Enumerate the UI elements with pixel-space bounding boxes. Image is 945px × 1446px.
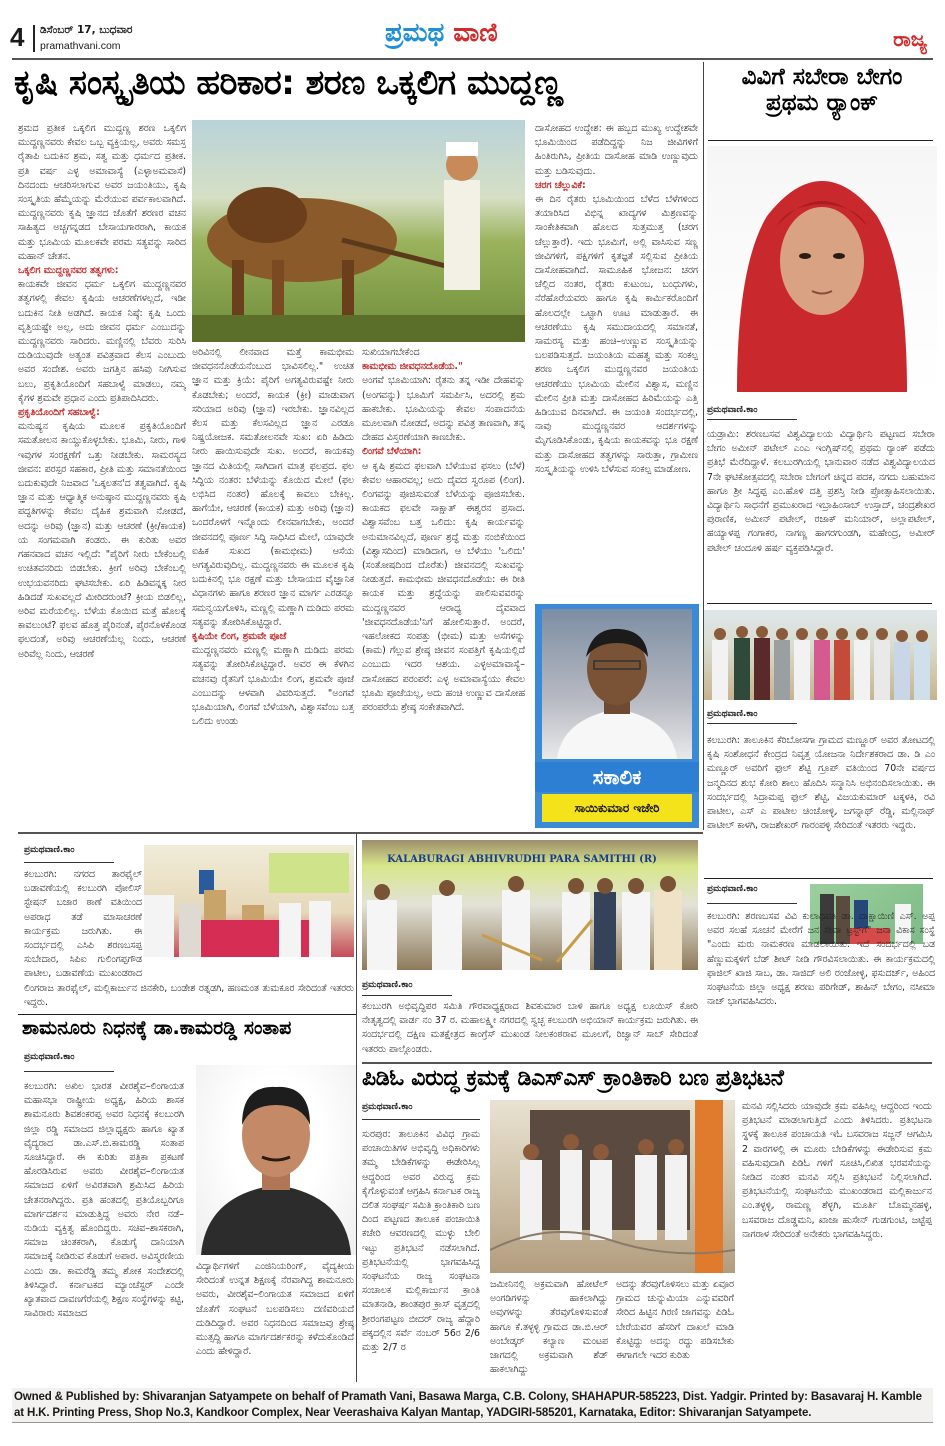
divider: [362, 1062, 932, 1064]
byline: ಪ್ರಮಥವಾಣಿ.ಕಾಂ: [24, 845, 75, 855]
lead-paragraph: ಆ ಕೃಷಿ ಶ್ರಮದ ಫಲವಾಗಿ ಬೆಳೆಯುವ ಫಸಲು (ಬೆಳೆ) ಕೇವಲ ಆಹಾರವಲ್ಲ; ಅದು ದೈವದ ಸ್ವರೂಪ (ಲಿಂಗ). ಲಿಂಗವನ್ನು ಪೂಜಿಸುವಂತೆ ಬೆಳೆಯನ್ನು ಪೂಜಿಸಬೇಕು. ಕಾಯಕದ ಫಲವೇ ಸಾಕ್ಷಾತ್ ಈಶ್ವರನ ಪ್ರಸಾದ. ವಿಶ್ವಾಸವೆಂಬ ಬತ್ತ ಒಲಿದು: ಕೃಷಿ ಕಾರ್ಯವನ್ನು ಅನುಮಾನವಿಲ್ಲದೆ, ಪೂರ್ಣ ಶ್ರದ್ಧೆ ಮತ್ತು ನಂಬಿಕೆಯಿಂದ (ವಿಶ್ವಾಸದಿಂದ) ಮಾಡಿದಾಗ, ಆ ಬೆಳೆಯು 'ಒಲಿದು' (ಸಂತೋಷದಿಂದ ದೊರೆತು) ಜೀವನದಲ್ಲಿ ಸುಖವನ್ನು ನೀಡುತ್ತದೆ. ಕಾಮಭೀಮ ಜೀವಧನದೊಡೆಯ: ಈ ರೀತಿ ಕಾಯಕ ಮತ್ತು ಶ್ರದ್ಧೆಯನ್ನು ಪಾಲಿಸುವವರನ್ನು ಮುದ್ದಣ್ಣನವರ ಆರಾಧ್ಯ ದೈವವಾದ 'ಜೀವಧನದೊಡೆಯ'ನಿಗೆ ಹೋಲಿಸುತ್ತಾರೆ. ಅಂದರೆ, ಇಹಲೋಕದ ಸಂಪತ್ತು (ಭೀಮ) ಮತ್ತು ಅಸೆಗಳನ್ನು (ಕಾಮ) ಗೆಲ್ಲುವ ಶ್ರೇಷ್ಠ ಜೀವನ ಸಂಪತ್ತಿಗೆ ಕೃಷಿಯಲ್ಲಿದೆ ಎಂಬುದು ಇದರ ಆಶಯ. ಎಳ್ಳಅಮಾವಾಸ್ಯೆ–ದಾಸೋಹದ ಪರಂಪರೆ: ಎಳ್ಳ ಅಮಾವಾಸ್ಯೆಯು ಕೇವಲ ಭೂಮಿ ಪೂಜೆಯಲ್ಲ, ಅದು ಹಂಚಿ ಉಣ್ಣುವ ದಾಸೋಹ ಪರಂಪರೆಯ ಶ್ರೇಷ್ಠ ಸಂಕೇತವಾಗಿದೆ.: [362, 460, 525, 714]
cleanliness-body: ಕಲಬುರಗಿ ಅಭಿವೃದ್ಧಿಪರ ಸಮಿತಿ ಗೌರವಾಧ್ಯಕ್ಷರಾದ ಶಿವಕುಮಾರ ಬಾಳಿ ಹಾಗೂ ಅಧ್ಯಕ್ಷ ಲೂಯಿಸ್ ಕೋರಿ ನೇತೃತ್ವದಲ್ಲಿ ವಾರ್ಡ ನಂ 37 ರ. ಮಹಾಲಕ್ಷ್ಮೀ ನಗರದಲ್ಲಿ ಸ್ವಚ್ಛ ಕಲಬುರಗಿ ಅಭಿಯಾನ್ ಕಾರ್ಯಕ್ರಮ ಜರುಗಿತು. ಈ ಸಂದರ್ಭದಲ್ಲಿ ದಕ್ಷಿಣ ಮತಕ್ಷೇತ್ರದ ಕಾಂಗ್ರೆಸ್ ಮುಖಂಡ ನೀಲಕಂಠರಾವ ಮೂಲಗೆ, ರಿಜ್ವಾನ್ ಸಾಬ್ ಸೇರಿದಂತೆ ಇತರರು ಪಾಲ್ಗೊಂಡರು.: [362, 1001, 698, 1055]
logo-part-2: ವಾಣಿ: [453, 18, 498, 48]
farm-group-photo: [704, 610, 937, 700]
byline-rule: [362, 1119, 480, 1120]
website-link[interactable]: pramathvani.com: [40, 40, 121, 52]
byline-rule: [362, 995, 452, 996]
rank-student-photo: [707, 146, 937, 392]
group-of-men-image: [704, 610, 937, 700]
byline: ಪ್ರಮಥವಾಣಿ.ಕಾಂ: [707, 884, 758, 894]
lead-paragraph: ಈ ದಿನ ರೈತರು ಭೂಮಿಯಿಂದ ಬೆಳೆದ ಬೆಳೆಗಳಿಂದ ತಯಾರಿಸಿದ ವಿಭಿನ್ನ ಖಾದ್ಯಗಳ ಮಿಶ್ರಣವನ್ನು ಸಾಂಕೇತಿಕವಾಗಿ ಹೊಲದ ಸುತ್ತಮುತ್ತ (ಚರಗ ಚೆಲ್ಲುತ್ತಾರೆ). ಇದು ಭೂಮಿಗೆ, ಅಲ್ಲಿ ವಾಸಿಸುವ ಸಣ್ಣ ಜೀವಿಗಳಿಗೆ, ಪಕ್ಷಿಗಳಿಗೆ ಕೃತಜ್ಞತೆ ಸಲ್ಲಿಸುವ ಪ್ರೀತಿಯ ದಾಸೋಹವಾಗಿದೆ. ಸಾಮೂಹಿಕ ಭೋಜನ: ಚರಗ ಚೆಲ್ಲಿದ ನಂತರ, ರೈತರು ಕುಟುಂಬ, ಬಂಧುಗಳು, ನೆರೆಹೊರೆಯವರು ಹಾಗೂ ಕೃಷಿ ಕಾರ್ಮಿಕರೊಂದಿಗೆ ಹೊಲದಲ್ಲೇ ಒಟ್ಟಾಗಿ ಊಟ ಮಾಡುತ್ತಾರೆ. ಈ ಆಚರಣೆಯು ಕೃಷಿ ಸಮುದಾಯದಲ್ಲಿ ಸಮಾನತೆ, ಸಾಮರಸ್ಯ ಮತ್ತು ಹಂಚಿ–ಉಣ್ಣುವ ಸಂಸ್ಕೃತಿಯನ್ನು ಬಲಪಡಿಸುತ್ತದೆ. ಜಯಂತಿಯ ಮಹತ್ವ ಮತ್ತು ಸಂಕಲ್ಪ ಶರಣ ಒಕ್ಕಲಿಗ ಮುದ್ದಣ್ಣನವರ ಜಯಂತಿಯ ಆಚರಣೆಯು ಭೂಮಿಯ ಮೇಲಿನ ವಿಶ್ವಾಸ, ಮಣ್ಣಿನ ಮೇಲಿನ ಪ್ರೀತಿ ಮತ್ತು ದಾಸೋಹದ ಹಿರಿಮೆಯನ್ನು ಎತ್ತಿ ಹಿಡಿಯುವ ದಿನವಾಗಿದೆ. ಈ ಜಯಂತಿ ಸಂದರ್ಭದಲ್ಲಿ, ನಾವು ಮುದ್ದಣ್ಣನವರ ಆದರ್ಶಗಳನ್ನು ಮೈಗೂಡಿಸಿಕೊಂಡು, ಕೃಷಿಯ ಕಾಯಕವನ್ನು ಭೂ ರಕ್ಷಣೆ ಮತ್ತು ದಾಸೋಹದ ತತ್ವಗಳನ್ನು ಸಾರುತ್ತಾ, ಗ್ರಾಮೀಣ ಸಂಸ್ಕೃತಿಯನ್ನು ಉಳಿಸಿ ಬೆಳೆಸುವ ಸಂಕಲ್ಪ ಮಾಡೋಣ.: [535, 194, 698, 475]
protest-body-col-3: ಅದನ್ನು ತೆರವುಗೊಳಿಸಲು ಮತ್ತು ಏವೂರ ಗ್ರಾಮದ ಚುನ್ನುಮಿಯಾ ಎನ್ನುವವರಿಗೆ ಸೇರಿದ ಹಿಟ್ಟಿನ ಗಿರಣಿ ಜಾಗವನ್ನು ಪಿಡಿಓ ಬೇರೆಯವರ ಹೆಸರಿಗೆ ದಾಖಲೆ ಮಾಡಿ ಕೊಟ್ಟಿದ್ದು ಅದನ್ನು ರದ್ದು ಪಡಿಸಬೇಕು ಈಗಾಗಲೇ ಇದರ ಕುರಿತು: [616, 1279, 734, 1362]
section-label: ರಾಜ್ಯ: [893, 27, 927, 51]
lead-subheading: ಕೃಷಿಯೇ ಲಿಂಗ, ಶ್ರಮವೇ ಪೂಜೆ: [192, 631, 287, 643]
columnist-label: ಸಕಾಲಿಕ: [535, 762, 699, 792]
byline: ಪ್ರಮಥವಾಣಿ.ಕಾಂ: [24, 1052, 75, 1062]
protest-headline: ಪಿಡಿಓ ವಿರುದ್ಧ ಕ್ರಮಕ್ಕೆ ಡಿಎಸ್ಎಸ್ ಕ್ರಾಂತಿಕಾರಿ ಬಣ ಪ್ರತಿಭಟನೆ: [362, 1066, 784, 1091]
protest-body-col-2: ಜಮೀನಿನಲ್ಲಿ ಅಕ್ರಮವಾಗಿ ಹೋಟೆಲ್ ಅಂಗಡಿಗಳನ್ನು ಹಾಕಲಾಗಿದ್ದು ಅವುಗಳನ್ನು ತೆರವುಗೊಳಿಸುವಂತೆ ಹಾಗೂ ಕೆ.ತಳ್ಳಳ್ಳಿ ಗ್ರಾಮದ ಡಾ.ಬಿ.ಆರ್ ಅಂಬೇಡ್ಕರ್ ಕಲ್ಯಾಣ ಮಂಟಪ ಜಾಗದಲ್ಲಿ ಅಕ್ರಮವಾಗಿ ಶೆಡ್ ಹಾಕಲಾಗಿದ್ದು: [490, 1279, 608, 1376]
condolence-body-continued: ವಿದ್ಯಾರ್ಥಿಗಳಿಗೆ ಎಂಜಿನಿಯರಿಂಗ್, ವೈದ್ಯಕೀಯ ಸೇರಿದಂತೆ ಉನ್ನತ ಶಿಕ್ಷಣಕ್ಕೆ ನೆರವಾಗಿದ್ದ ಶಾಮನೂರು ಅವರು, ವೀರಶೈವ–ಲಿಂಗಾಯತ ಸಮಾಜದ ಏಳಿಗೆ ಜೊತೆಗೆ ಸಂಘಟನೆ ಬಲಪಡಿಸಲು ದಣಿವರಿಯದೆ ದುಡಿದಿದ್ದಾರೆ. ಅವರ ನಿಧನದಿಂದ ಸಮಾಜವು ಶ್ರೇಷ್ಠ ಮುತ್ಸದ್ದಿ ಹಾಗೂ ಮಾರ್ಗದರ್ಶಕರನ್ನು ಕಳೆದುಕೊಂಡಿದೆ ಎಂದು ಹೇಳಿದ್ದಾರೆ.: [196, 1261, 354, 1358]
protest-photo: [490, 1100, 735, 1273]
police-body: [24, 868, 354, 1008]
lead-paragraph: ಮುದ್ದಣ್ಣನವರು ಮಣ್ಣಲ್ಲಿ ಮಣ್ಣಾಗಿ ದುಡಿದು ಪರಮ ಸತ್ಯವನ್ನು ತೋರಿಸಿಕೊಟ್ಟಿದ್ದಾರೆ. ಅವರ ಈ ಕೆಳಗಿನ ವಚನವು ರೈತನಿಗೆ ಭೂಮಿಯೇ ಲಿಂಗ, ಶ್ರಮವೇ ಪೂಜೆ ಎಂಬುದನ್ನು ಆಳವಾಗಿ ವಿವರಿಸುತ್ತದೆ. "ಅಂಗವೆ ಭೂಮಿಯಾಗಿ, ಲಿಂಗವೆ ಬೆಳೆಯಾಗಿ, ವಿಶ್ವಾಸವೆಂಬ ಬತ್ತ ಒಲಿದು ಉಂಡು: [192, 645, 354, 728]
lead-col-3: [362, 346, 525, 830]
rank-headline-line-2: ಪ್ರಥಮ ರ್‍ಯಾಂಕ್: [766, 90, 878, 117]
doctor-portrait: [196, 1065, 356, 1255]
header-rule: [12, 58, 933, 60]
columnist-portrait: [542, 609, 692, 759]
protest-body-col-1: ಸುರಪುರ: ತಾಲೂಕಿನ ವಿವಿಧ ಗ್ರಾಮ ಪಂಚಾಯಿತಿಗಳ ಅಭಿವೃದ್ಧಿ ಅಧಿಕಾರಿಗಳು ತಮ್ಮ ಬೇಡಿಕೆಗಳನ್ನು ಈಡೇರಿಸಿಲ್ಲ ಆದ್ದರಿಂದ ಅವರ ವಿರುದ್ಧ ಕ್ರಮ ಕೈಗೊಳ್ಳುವಂತೆ ಆಗ್ರಹಿಸಿ ಕರ್ನಾಟಕ ರಾಜ್ಯ ದಲಿತ ಸಂಘರ್ಷ ಸಮಿತಿ ಕ್ರಾಂತಿಕಾರಿ ಬಣ ದಿಂದ ಪಟ್ಟಣದ ತಾಲೂಕ ಪಂಚಾಯಿತಿ ಕಚೇರಿ ಆವರಣದಲ್ಲಿ ಮುಳ್ಳು ಬೇಲಿ ಇಟ್ಟು ಪ್ರತಿಭಟನೆ ನಡೆಸಲಾಗಿದೆ. ಪ್ರತಿಭಟನೆಯಲ್ಲಿ ಭಾಗವಹಿಸಿದ್ದ ಸಂಘಟನೆಯ ರಾಜ್ಯ ಸಂಘಟನಾ ಸಂಚಾಲಕ ಮಲ್ಲಿಕಾರ್ಜುನ ಕ್ರಾಂತಿ ಮಾತನಾಡಿ, ಶಾಂತಪುರ ಕ್ರಾಸ್ ವೃತ್ತದಲ್ಲಿ ಶ್ರೀರಂಗಪಟ್ಟಣ ಬೀದರ್ ರಾಜ್ಯ ಹೆದ್ದಾರಿ ಪಕ್ಕದಲ್ಲಿನ ಸರ್ವೆ ನಂಬರ್ 56ರ 2/6 ಮತ್ತು 2/7 ರ: [362, 1129, 480, 1354]
print-imprint: Owned & Published by: Shivaranjan Satyampete on behalf of Pramath Vani, Basawa Marga, C.B. Colony, SHAHAPUR-585223, Dist. Yadgir. Printed by: Basavaraj H. Kamble at H.K. Printing Press, Shop No.3, Kandkoor Complex, Near Veerashaiva Kalyan Mantap, YADGIRI-585201, Karnataka, Editor: Shivaranjan Satyampete.: [12, 1388, 933, 1423]
divider: [18, 1014, 356, 1015]
condolence-photo: [196, 1065, 356, 1255]
banner-text: KALABURAGI ABHIVRUDHI PARA SAMITHI (R): [387, 854, 657, 865]
lead-subheading: ಚರಗ ಚೆಲ್ಲುವಿಕೆ:: [535, 179, 586, 191]
byline-rule: [707, 723, 797, 724]
issue-date: ಡಿಸೆಂಬರ್ 17, ಬುಧವಾರ: [40, 24, 133, 36]
columnist-box: [535, 604, 699, 828]
lead-subheading: ಲಿಂಗವೆ ಬೆಳೆಯಾಗಿ:: [362, 446, 422, 458]
byline: ಪ್ರಮಥವಾಣಿ.ಕಾಂ: [707, 709, 758, 719]
columnist-photo: [542, 609, 692, 759]
condolence-body: ಕಲಬುರಗಿ: ಅಖಿಲ ಭಾರತ ವೀರಶೈವ–ಲಿಂಗಾಯತ ಮಹಾಸಭಾ ರಾಷ್ಟ್ರೀಯ ಅಧ್ಯಕ್ಷ, ಹಿರಿಯ ಶಾಸಕ ಶಾಮನೂರು ಶಿವಶಂಕರಪ್ಪ ಅವರ ನಿಧನಕ್ಕೆ ಕಲಬುರಗಿ ಜಿಲ್ಲಾ ರಡ್ಡಿ ಸಮಾಜದ ಜಿಲ್ಲಾಧ್ಯಕ್ಷರು ಹಾಗೂ ಖ್ಯಾತ ವೈದ್ಯರಾದ ಡಾ.ಎಸ್.ಬಿ.ಕಾಮರಡ್ಡಿ ಸಂತಾಪ ಸೂಚಿಸಿದ್ದಾರೆ. ಈ ಕುರಿತು ಪತ್ರಿಕಾ ಪ್ರಕಟಣೆ ಹೊರಡಿಸಿರುವ ಅವರು ವೀರಶೈವ–ಲಿಂಗಾಯತ ಸಮಾಜದ ಏಳಿಗೆ ಅವಿರತವಾಗಿ ಶ್ರಮಿಸಿದ ಹಿರಿಯ ಚೇತನರಾಗಿದ್ದರು. ಪ್ರತಿ ಹಂತದಲ್ಲಿ ಪ್ರತಿಯೊಬ್ಬರಿಗೂ ಮಾರ್ಗದರ್ಶನ ಮಾಡುತ್ತಿದ್ದ ಅವರು ನೇರ ನಡೆ–ನುಡಿಯ ವ್ಯಕ್ತಿತ್ವ ಹೊಂದಿದ್ದರು. ಸಚಿವ–ಶಾಸಕರಾಗಿ, ಸಮಾಜ ಚಿಂತಕರಾಗಿ, ಕೊಡುಗೈ ದಾನಿಯಾಗಿ ಸಮಾಜಕ್ಕೆ ನೀಡಿರುವ ಕೊಡುಗೆ ಅಪಾರ. ಅವಿಸ್ಮರಣೀಯ ಎಂದು ಡಾ. ಕಾಮರೆಡ್ಡಿ ತಮ್ಮ ಶೋಕ ಸಂದೇಶದಲ್ಲಿ ತಿಳಿಸಿದ್ದಾರೆ. ಕರ್ನಾಟಕದ ಮ್ಯಾಂಚೆಸ್ಟರ್ ಎಂದೇ ಖ್ಯಾತವಾದ ದಾವಣಗೆರೆಯಲ್ಲಿ ಶಿಕ್ಷಣ ಸಂಸ್ಥೆಗಳನ್ನು ಕಟ್ಟಿ, ಸಾವಿರಾರು ಸಮಾಜದ: [24, 1081, 184, 1320]
byline: ಪ್ರಮಥವಾಣಿ.ಕಾಂ: [362, 1102, 413, 1112]
group-sweeping-image: [362, 840, 698, 970]
lead-col-4: [535, 122, 698, 602]
cleanliness-drive-photo: [362, 840, 698, 970]
rank-rule: [708, 140, 933, 141]
police-body-text: ಕಲಬುರಗಿ: ನಗರದ ತಾರಫೈಲ್ ಬಡಾವಣೆಯಲ್ಲಿ ಕಲಬುರಗಿ ಪೋಲಿಸ್ ಸ್ಟೇಷನ್ ಬಜಾರ ಠಾಣೆ ವತಿಯಿಂದ ಅಪರಾಧ ತಡೆ ಮಾಸಾಚರಣೆ ಕಾರ್ಯಕ್ರಮ ಜರುಗಿತು. ಈ ಸಂದರ್ಭದಲ್ಲಿ ಎಸಿಪಿ ಶರಣಬಸಪ್ಪ ಸುಬೇದಾರ, ಸಿಪಿಐ ಗುಲಿಂಗಪ್ಪಗೌಡ ಪಾಟೀಲ, ಬಡಾವಣೆಯ ಮುಖಂಡರಾದ ಲಿಂಗರಾಜ ತಾರಫೈಲ್, ಮಲ್ಲಿಕಾರ್ಜುನ ಜಿನಕೇರಿ, ಬಂಡೇಶ ರತ್ನಡಗಿ, ಹಣಮಂತ ತುಮಕೂರ ಸೇರಿದಂತೆ ಇತರರು ಇದ್ದರು.: [24, 869, 354, 1008]
protest-crowd-image: [490, 1100, 735, 1273]
rank-body: ಯಡ್ರಾಮಿ: ಶರಣಬಸವ ವಿಶ್ವವಿದ್ಯಾಲಯ ವಿದ್ಯಾರ್ಥಿನಿ ಪಟ್ಟಣದ ಸಬೇರಾ ಬೇಗಂ ಅಮೀನ್ ಪಟೇಲ್ ಎಂಎ ಇಂಗ್ಲಿಷ್‌ನಲ್ಲಿ ಪ್ರಥಮ ರ್‍ಯಾಂಕ್ ಪಡೆದು ಪ್ರತಿಭೆ ಮೆರೆದಿದ್ದಾಳೆ. ಕಲಬುರಗಿಯಲ್ಲಿ ಭಾನುವಾರ ನಡೆದ ವಿಶ್ವವಿದ್ಯಾಲಯದ 7ನೇ ಘಟಿಕೋತ್ಸವದಲ್ಲಿ ಸಬೇರಾ ಬೇಗಂಗೆ ಚಿನ್ನದ ಪದಕ, ನಗದು ಬಹುಮಾನ ಹಾಗೂ ಶ್ರೀ ಸಿದ್ಧಪ್ಪ ಎಂ.ಹೊಳಿ ದತ್ತಿ ಪ್ರಶಸ್ತಿ ನೀಡಿ ಪ್ರೋತ್ಸಾಹಿಸಲಾಯಿತು. ವಿದ್ಯಾರ್ಥಿನಿ ಸಾಧನೆಗೆ ಪ್ರಮುಖರಾದ ಇಬ್ರಾಹಿಂಸಾಬ್ ಉಸ್ತಾದ್, ಚಂದ್ರಶೇಖರ ಪುರಾಣಿಕ, ಅಮೀನ್ ಪಟೇಲ್, ರಜಾಕ್ ಮನಿಯಾರ್, ಅಲ್ಲಾಪಟೇಲ್, ಹಯ್ಯಾಳಪ್ಪ ಗಂಗಾಕರ, ನಾಗಣ್ಣ ಹಾಗರಗುಂಡಗಿ, ಮಹೇಂದ್ರ, ಅಮೀರ್ ಪಟೇಲ್ ಚಂದೂಳಿ ಹರ್ಷ ವ್ಯಕ್ತಪಡಿಸಿದ್ದಾರೆ.: [707, 429, 935, 554]
lead-col-1: [18, 122, 186, 830]
lead-paragraph: ದಾಸೋಹದ ಉದ್ದೇಶ: ಈ ಹಬ್ಬದ ಮುಖ್ಯ ಉದ್ದೇಶವೇ ಭೂಮಿಯಿಂದ ಪಡೆದಿದ್ದನ್ನು ನಿಜ ಜೀವಿಗಳಿಗೆ ಹಿಂತಿರುಗಿಸಿ, ಪ್ರೀತಿಯ ದಾಸೋಹ ಮಾಡಿ ಉಣ್ಣುವುದು ಮತ್ತು ಬಡಿಸುವುದು.: [535, 123, 698, 177]
byline: ಪ್ರಮಥವಾಣಿ.ಕಾಂ: [707, 405, 758, 415]
condolence-headline: ಶಾಮನೂರು ನಿಧನಕ್ಕೆ ಡಾ.ಕಾಮರಡ್ಡಿ ಸಂತಾಪ: [22, 1017, 292, 1039]
rank-headline-line-1: ವಿವಿಗೆ ಸಬೇರಾ ಬೇಗಂ: [741, 64, 903, 90]
byline-rule: [24, 862, 114, 863]
lead-subheading: ಪ್ರಕೃತಿಯೊಂದಿಗೆ ಸಹಬಾಳ್ವೆ:: [18, 407, 100, 419]
column-divider: [356, 1014, 357, 1382]
page-number: 4: [10, 22, 25, 52]
lead-paragraph: ಕಾಯಕವೇ ಜೀವನ ಧರ್ಮ ಒಕ್ಕಲಿಗ ಮುದ್ದಣ್ಣನವರ ತತ್ವಗಳಲ್ಲಿ ಕೇವಲ ಕೃಷಿಯ ಆಚರಣೆಗಳಲ್ಲದೆ, ಇಡೀ ಬದುಕಿನ ನೀತಿ ಅಡಗಿದೆ. ಕಾಯಕ ನಿಷ್ಠೆ: ಕೃಷಿ ಒಂದು ವೃತ್ತಿಯಷ್ಟೇ ಅಲ್ಲ, ಅದು ಜೀವನ ಧರ್ಮ ಎಂಬುದನ್ನು ಮುದ್ದಣ್ಣನವರು ಸಾರಿದರು. ಮಣ್ಣಿನಲ್ಲಿ ಬೆವರು ಸುರಿಸಿ ದುಡಿಯುವುದೇ ಅತ್ಯಂತ ಪವಿತ್ರವಾದ ಕೆಲಸ ಎಂಬುದು ಅವರ ಸಂದೇಶ. ಅವರು ಜಗತ್ತಿನ ಹಸಿವು ನೀಗಿಸುವ ಬಲು, ಪ್ರಕೃತಿಯೊಂದಿಗೆ ಸಹಬಾಳ್ವೆ ಮಾಡಲು, ನಮ್ಮ ಕೈಗಳ ಶ್ರಮವೇ ಪ್ರಧಾನ ಎಂದು ಪ್ರತಿಪಾದಿಸಿದರು.: [18, 279, 186, 404]
lead-illustration-farmer-ploughing: [192, 120, 525, 342]
lead-paragraph: ಅಂಗವೆ ಭೂಮಿಯಾಗಿ: ರೈತನು ತನ್ನ ಇಡೀ ದೇಹವನ್ನು (ಅಂಗವನ್ನು) ಭೂಮಿಗೆ ಸಮರ್ಪಿಸಿ, ಅದರಲ್ಲಿ ಶ್ರಮ ಹಾಕಬೇಕು. ಭೂಮಿಯನ್ನು ಕೇವಲ ಸಂಪಾದನೆಯ ಮೂಲವಾಗಿ ನೋಡದೆ, ಅದನ್ನು ಪವಿತ್ರ ತಾಣವಾಗಿ, ತನ್ನ ದೇಹದ ವಿಸ್ತರಣೆಯಾಗಿ ಕಾಣಬೇಕು.: [362, 375, 525, 444]
student-portrait: [707, 146, 937, 392]
column-divider: [703, 62, 704, 830]
farm-body: ಕಲಬುರಗಿ: ತಾಲೂಕಿನ ಕೆರಿಬೋಸಗಾ ಗ್ರಾಮದ ಮಣ್ಣೂರ್ ಅವರ ತೋಟದಲ್ಲಿ ಕೃಷಿ ಸಂಶೋಧನೆ ಕೇಂದ್ರದ ನಿವೃತ್ತ ಯೋಜನಾ ನಿರ್ದೇಶಕರಾದ ಡಾ. ಡಿ ಎಂ ಮಣ್ಣೂರ್ ಅವರಿಗೆ ಫುಲ್ ಶೆಟ್ಟಿ ಗ್ರೂಪ್ ವತಿಯಿಂದ 70ನೇ ವರ್ಷದ ಜನ್ಮದಿನದ ಶುಭ ಕೋರಿ ಶಾಲು ಹೊದಿಸಿ ಸನ್ಮಾನಿಸಿ ಅಭಿನಂದಿಸಲಾಯಿತು. ಈ ಸಂದರ್ಭದಲ್ಲಿ ಸಿದ್ರಾಮಪ್ಪ ಫುಲ್ ಶೆಟ್ಟಿ, ವಿಜಯಕುಮಾರ್ ಟಕ್ಕಳಕಿ, ರವಿ ಪಾಟೀಲ, ಎಸ್ ಎ ಪಾಟೀಲ ಚಿಂಚೋಳ್ಳಿ, ಜಗನ್ನಾಥ್ ರೆಡ್ಡಿ, ಮಲ್ಲಿನಾಥ್ ಪಾಟೀಲ್ ಕಾಳಗಿ, ರಾಜಶೇಖರ್ ಗಾರಂಪಳ್ಳಿ ಸೇರಿದಂತೆ ಇತರರು ಇದ್ದರು.: [707, 735, 935, 832]
lead-paragraph: ಶ್ರಮದ ಪ್ರತೀಕ ಒಕ್ಕಲಿಗ ಮುದ್ದಣ್ಣ ಶರಣ ಒಕ್ಕಲಿಗ ಮುದ್ದಣ್ಣನವರು ಕೇವಲ ಒಬ್ಬ ವ್ಯಕ್ತಿಯಲ್ಲ, ಅವರು ಸಮಸ್ತ ರೈತಾಪಿ ಬದುಕಿನ ಶ್ರಮ, ಸತ್ವ ಮತ್ತು ಧರ್ಮದ ಪ್ರತೀಕ. ಪ್ರತಿ ವರ್ಷ ಎಳ್ಳ ಅಮಾವಾಸ್ಯೆ (ಎಳ್ಳಾಅಮವಾಸೆ) ದಿನದಂದು ಆಚರಿಸಲಾಗುವ ಅವರ ಜಯಂತಿಯು, ಕೃಷಿ ಸಂಸ್ಕೃತಿಯ ಹೆಮ್ಮೆಯನ್ನು ಮೆರೆಯುವ ಪರ್ವಕಾಲವಾಗಿದೆ. ಮುದ್ದಣ್ಣನವರು ಕೃಷಿ ಜ್ಞಾನದ ಜೊತೆಗೆ ಶರಣರ ವಚನ ಸಾಹಿತ್ಯದ ಅಚ್ಚಗನ್ನಡದ ಬೇಸಾಯಗಾರರಾಗಿ, ಕಾಯಕ ಮತ್ತು ಭೂಮಿಯ ಮೂಲಕವೇ ಪರಮ ಸತ್ಯವನ್ನು ಸಾರಿದ ಮಹಾನ್ ಚೇತನ.: [18, 123, 186, 262]
byline-rule: [707, 903, 797, 904]
header-divider: [33, 25, 35, 52]
rank-headline: [706, 64, 938, 117]
byline-rule: [24, 1071, 114, 1072]
logo-part-1: ಪ್ರಮಥ: [385, 18, 445, 48]
lead-col-2: [192, 346, 354, 830]
section-rule: [18, 832, 703, 834]
divider: [707, 603, 932, 604]
trust-body-text: ಕಲಬುರಗಿ: ಶರಣಬಸವ ವಿವಿ ಕುಲಾಧಿಪತಿ ಡಾ. ದಾಕ್ಷಾಯಿಣಿ ಎಸ್. ಅಪ್ಪ ಅವರ ಸಲಹೆ ಸೂಚನೆ ಮೇರೆಗೆ ಜನ ಸೇವಾ ಟ್ರಸ್ಟ್‌ಗೆ" ಜನಾ ವಿಕಾಸ ಸಂಸ್ಥೆ "ಎಂದು ಮರು ನಾಮಕರಣ ಮಾಡಲಾಯಿತು. ಇದೆ ಸಂದರ್ಭದಲ್ಲಿ ಬಡ ಹೆಣ್ಣುಮಕ್ಕಳಿಗೆ ಬೆಡ್ ಶೀಟ್ ನೀಡಿ ಗೌರವಿಸಲಾಯಿತು. ಈ ಕಾರ್ಯಕ್ರಮದಲ್ಲಿ ಫಾಜಿಲ್ ಖಾಜಿ ಸಾಬ, ಡಾ. ಸಾಜಿದ್ ಅಲಿ ರಂಜೋಳ್ಳಿ, ಫಸುದರ್ಜ್, ಅಹಿಂದ ಸಂಘಟನೆಯ ಜಿಲ್ಲಾ ಅಧ್ಯಕ್ಷ ಶರಣು ಪರಿಗೇಡ್, ಶಾಹಿನ್ ಬೇಗಂ, ನಸೀಮಾ ನಾಜ್ ಭಾಗವಹಿಸಿದರು.: [707, 911, 935, 1008]
masthead-logo: [385, 18, 498, 49]
byline-rule: [707, 419, 797, 420]
lead-headline: ಕೃಷಿ ಸಂಸ್ಕೃತಿಯ ಹರಿಕಾರ: ಶರಣ ಒಕ್ಕಲಿಗ ಮುದ್ದಣ್ಣ: [14, 63, 563, 103]
trust-body: [707, 910, 935, 1062]
lead-subheading: ಕಾಮಭೀಮ ಜೀವಧನದೊಡೆಯ.": [362, 361, 463, 373]
lead-paragraph: ಮನುಷ್ಯನ ಕೃಷಿಯ ಮೂಲಕ ಪ್ರಕೃತಿಯೊಂದಿಗೆ ಸಮತೋಲನ ಕಾಯ್ದುಕೊಳ್ಳಬೇಕು. ಭೂಮಿ, ನೀರು, ಗಾಳಿ ಇವುಗಳ ಸಂರಕ್ಷಣೆಗೆ ಒತ್ತು ನೀಡಬೇಕು. ಸಾಮರಸ್ಯದ ಜೀವನ: ಪರಸ್ಪರ ಸಹಕಾರ, ಪ್ರೀತಿ ಮತ್ತು ಸಮಾನತೆಯಿಂದ ಬದುಕುವುದೇ ನಿಜವಾದ 'ಒಕ್ಕಲತನ'ದ ತತ್ವವಾಗಿದೆ. ಕೃಷಿ ಜ್ಞಾನ ಮತ್ತು ಆಧ್ಯಾತ್ಮಿಕ ಅನುಷ್ಠಾನ ಮುದ್ದಣ್ಣನವರು ಕೃಷಿ ಪದ್ಧತಿಗಳನ್ನು ಕೇವಲ ದೈಹಿಕ ಶ್ರಮವಾಗಿ ನೋಡದೆ, ಅದನ್ನು ಅರಿವು (ಜ್ಞಾನ) ಮತ್ತು ಆಚರಣೆ (ಕ್ರೀ/ಕಾಯಕ) ಯ ಸಂಗಮವಾಗಿ ಕಂಡರು. ಈ ಕುರಿತು ಅವರ ಗಹನವಾದ ವಚನ ಇಲ್ಲಿದೆ: "ಪೈರಿಗೆ ನೀರು ಬೇಕೆಂಬಲ್ಲಿ ಉಚಿತವನರಿದು ಬಿಡಬೇಕು. ಕ್ರೀಗೆ ಅರಿವು ಬೇಕೆಂಬಲ್ಲಿ ಉಭಯವನರಿದು ಘಟಿಸಬೇಕು. ಏರಿ ಹಿಡಿವನ್ನಕ್ಕ ನೀರ ಹಿಡಿದಡೆ ಸುಖವಲ್ಲದೆ ಮೀರಿದರುಂಟೆ? ಕ್ರೀಯ ಬಿಡಲಿಲ್ಲ, ಅರಿವ ಮರೆಯಲಿಲ್ಲ. ಬೆಳೆಯ ಕೊಯಿದ ಮತ್ತೆ ಹೊಲಕ್ಕೆ ಕಾವಲುಂಟೆ? ಫಲವ ಹೊತ್ತ ಪೈರಿನಂತೆ, ಪೈರನೊಳಕೊಂಡ ಫಲದಂತೆ, ಅರಿವು ಆಚರಣೆಯೆಲ್ಲ ನಿಂದು, ಆಚರಣೆ ಅರಿವೆಲ್ಲ ನಿಂದು, ಆಚರಣೆ: [18, 421, 186, 660]
byline: ಪ್ರಮಥವಾಣಿ.ಕಾಂ: [362, 980, 413, 990]
farmer-bullocks-image: [192, 120, 525, 342]
lead-paragraph: ಅರಿವಿನಲ್ಲಿ ಲೀನವಾದ ಮತ್ತೆ ಕಾಮಭೀಮ ಜೀವಧನನೊಡೆಯನೆಂಬುದ ಭಾವಿಸಲಿಲ್ಲ." ಉಚಿತ ಜ್ಞಾನ ಮತ್ತು ಕ್ರಿಯೆ: ಪೈರಿಗೆ ಅಗತ್ಯವಿರುವಷ್ಟೇ ನೀರು ಕೊಡಬೇಕು; ಅಂದರೆ, ಕಾಯಕ (ಕ್ರೀ) ಮಾಡುವಾಗ ಸರಿಯಾದ ಅರಿವು (ಜ್ಞಾನ) ಇರಬೇಕು. ಜ್ಞಾನವಿಲ್ಲದ ಕೆಲಸ ಮತ್ತು ಕೆಲಸವಿಲ್ಲದ ಜ್ಞಾನ ಎರಡೂ ನಿಷ್ಪ್ರಯೋಜಕ. ಸಮತೋಲನವೇ ಸುಖ: ಏರಿ ಹಿಡಿದು ನೀರು ಹಾಯಿಸುವುದೇ ಸುಖ. ಅಂದರೆ, ಕಾಯಕವು ಜ್ಞಾನದ ಮಿತಿಯಲ್ಲಿ ಸಾಗಿದಾಗ ಮಾತ್ರ ಫಲಪ್ರದ. ಫಲ ಸಿದ್ಧಿಯ ನಂತರ: ಬೆಳೆಯನ್ನು ಕೊಯಿದ ಮೇಲೆ (ಫಲ ಲಭಿಸಿದ ನಂತರ) ಹೊಲಕ್ಕೆ ಕಾವಲು ಬೇಕಿಲ್ಲ. ಹಾಗೆಯೇ, ಆಚರಣೆ (ಕಾಯಕ) ಮತ್ತು ಅರಿವು (ಜ್ಞಾನ) ಒಂದರೊಳಗೆ ಇನ್ನೊಂದು ಲೀನವಾಗಬೇಕು, ಅಂದರೆ ಜೀವನದಲ್ಲಿ ಪೂರ್ಣ ಸಿದ್ಧಿ ಸಾಧಿಸಿದ ಮೇಲೆ, ಯಾವುದೇ ಐಹಿಕ ಸುಖದ (ಕಾಮಭೀಮ) ಆಸೆಯ ಅಗತ್ಯವಿರುವುದಿಲ್ಲ. ಮುದ್ದಣ್ಣನವರು ಈ ಮೂಲಕ ಕೃಷಿ ಬದುಕಿನಲ್ಲಿ ಭೂ ರಕ್ಷಣೆ ಮತ್ತು ಬೇಸಾಯದ ವೈಜ್ಞಾನಿಕ ವಿಧಾನಗಳು ಹಾಗೂ ಶರಣರ ಜ್ಞಾನ ಮಾರ್ಗ ಎರಡನ್ನೂ ಸಮನ್ವಯಗೊಳಿಸಿ, ಮಣ್ಣಲ್ಲಿ ಮಣ್ಣಾಗಿ ದುಡಿದು ಪರಮ ಸತ್ಯವನ್ನು ತೋರಿಸಿಕೊಟ್ಟಿದ್ದಾರೆ.: [192, 347, 354, 628]
column-divider: [356, 834, 357, 1014]
columnist-name: ಸಾಯಿಕುಮಾರ ಇಜೇರಿ: [542, 794, 692, 822]
divider: [704, 878, 933, 879]
lead-paragraph: ಸುಖಿಯಾಗಬೇಕೆಂದ: [362, 347, 420, 358]
lead-subheading: ಒಕ್ಕಲಿಗ ಮುದ್ದಣ್ಣನವರ ತತ್ವಗಳು:: [18, 265, 119, 277]
protest-body-col-4: ಮನವಿ ಸಲ್ಲಿಸಿದರು ಯಾವುದೇ ಕ್ರಮ ವಹಿಸಿಲ್ಲ ಆದ್ದರಿಂದ ಇಂದು ಪ್ರತಿಭಟನೆ ಮಾಡಲಾಗುತ್ತಿದೆ ಎಂದು ತಿಳಿಸಿದರು. ಪ್ರತಿಭಟನಾ ಸ್ಥಳಕ್ಕೆ ತಾಲೂಕ ಪಂಚಾಯತಿ ಇಓ ಬಸವರಾಜ ಸಜ್ಜನ್ ಆಗಮಿಸಿ 2 ವಾರಗಳಲ್ಲಿ ಈ ಮೂರು ಬೇಡಿಕೆಗಳನ್ನು ಈಡೇರಿಸುವ ಕ್ರಮ ವಹಿಸುವುದಾಗಿ ಪಿಡಿಓ ಗಳಿಗೆ ಸೂಚಿಸಿ,ಲಿಖಿತ ಭರವಸೆಯನ್ನು ನೀಡಿದ ನಂತರ ಮನವಿ ಸಲ್ಲಿಸಿ ಪ್ರತಿಭಟನೆ ನಿಲ್ಲಿಸಲಾಗಿದೆ. ಪ್ರತಿಭಟನೆಯಲ್ಲಿ ಸಂಘಟನೆಯ ಮುಖಂಡರಾದ ಮಲ್ಲಿಕಾರ್ಜುನ ಎಂ.ತಳ್ಳಳ್ಳಿ, ರಾಮಣ್ಣ ಶೆಳ್ಳಗಿ, ಮೂರ್ತಿ ಬೊಮ್ಮನಹಳ್ಳಿ, ಬಸವರಾಜ ದೊಡ್ಡಮನಿ, ಖಾಜಾ ಹುಸೇನ್ ಗುಡಗುಂಟಿ, ಜಟ್ಟೆಪ್ಪ ನಾಗರಾಳ ಸೇರಿದಂತೆ ಅನೇಕರು ಭಾಗವಹಿಸಿದ್ದರು.: [742, 1101, 932, 1240]
